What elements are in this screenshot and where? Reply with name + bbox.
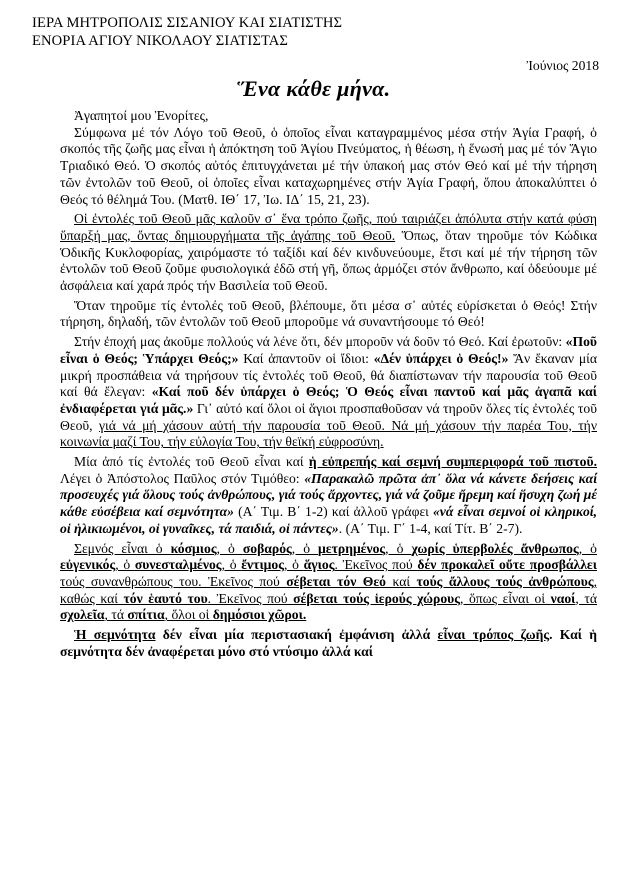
letterhead <box>32 14 342 50</box>
paragraph-way-of-life: Ἡ σεμνότητα δέν εἶναι μία περιστασιακή ἐμφάνιση ἀλλά εἶναι τρόπος ζωῆς. Καί ἡ σεμνότητα δέν ἀναφέρεται μόνο στό ντύσιμο ἀλλά καί <box>60 627 597 659</box>
paragraph-purpose: Σύμφωνα μέ τόν Λόγο τοῦ Θεοῦ, ὁ ὁποῖος εἶναι καταγραμμένος μέσα στήν Ἁγία Γραφή, ὁ σκοπός τῆς ζωῆς μας εἶναι ἡ ἀπόκτηση τοῦ Ἁγίου Πνεύματος, ἡ θέωση, ἡ ἕνωσή μας μέ τόν Ἅγιο Τριαδικό Θεό. Ὁ σκοπός αὐτός ἐπιτυγχάνεται μέ τήν ὑπακοή μας στόν Θεό καί μέ τήν τήρηση τῶν ἐντολῶν τοῦ Θεοῦ, οἱ ὁποῖες εἶναι καταχωρημένες στήν Ἁγία Γραφή, ὅπου ἀποκαλύπτει ὁ Θεός τό θέλημά Του. (Ματθ. ΙΘ΄ 17, Ἰω. ΙΔ΄ 15, 21, 23). <box>60 124 597 207</box>
quote-timothy: «Παρακαλῶ πρῶτα ἀπ᾽ ὅλα νά κάνετε δεήσεις καί προσευχές γιά ὅλους τούς ἀνθρώπους, γιά τούς ἄρχοντες, γιά νά ζοῦμε ἤρεμη καί ἥσυχη ζωή μέ κάθε εὐσέβεια καί σεμνότητα» <box>60 470 597 520</box>
paragraph-definition: Σεμνός εἶναι ὁ κόσμιος, ὁ σοβαρός, ὁ μετρημένος, ὁ χωρίς ὑπερβολές ἄνθρωπος, ὁ εὐγενικός, ὁ συνεσταλμένος, ὁ ἔντιμος, ὁ ἅγιος. Ἐκεῖνος πού δέν προκαλεῖ οὔτε προσβάλλει τούς συνανθρώπους του. Ἐκεῖνος πού σέβεται τόν Θεό καί τούς ἄλλους τούς ἀνθρώπους, καθώς καί τόν ἑαυτό του. Ἐκεῖνος πού σέβεται τούς ἱερούς χώρους, ὅπως εἶναι οἱ ναοί, τά σχολεῖα, τά σπίτια, ὅλοι οἱ δημόσιοι χῶροι. <box>60 540 598 623</box>
quote-clergy: «νά εἶναι σεμνοί οἱ κληρικοί, οἱ ἡλικιωμένοι, οἱ γυναῖκες, τά παιδιά, οἱ πάντες» <box>60 504 598 536</box>
document-title: Ἕνα κάθε μήνα. <box>236 76 391 101</box>
letter-body <box>60 108 597 661</box>
underlined-text: γιά νά μή χάσουν αὐτή τήν παρουσία τοῦ Θεοῦ. Νά μή χάσουν τήν παρέα Του, τήν κοινωνία μαζί Του, τήν εὐλογία Του, τήν θεϊκή εὐφροσύνη. <box>60 417 597 450</box>
paragraph-meeting-god: Ὅταν τηροῦμε τίς ἐντολές τοῦ Θεοῦ, βλέπουμε, ὅτι μέσα σ᾽ αὐτές εὑρίσκεται ὁ Θεός! Στήν τήρηση, δηλαδή, τῶν ἐντολῶν τοῦ Θεοῦ μποροῦμε νά συναντήσουμε τό Θεό! <box>60 297 597 330</box>
paragraph-modesty: Μία ἀπό τίς ἐντολές τοῦ Θεοῦ εἶναι καί ἡ εὐπρεπής καί σεμνή συμπεριφορά τοῦ πιστοῦ. Λέγει ὁ Ἀπόστολος Παῦλος στόν Τιμόθεο: «Παρακαλῶ πρῶτα ἀπ᾽ ὅλα νά κάνετε δεήσεις καί προσευχές γιά ὅλους τούς ἀνθρώπους, γιά τούς ἄρχοντες, γιά νά ζοῦμε ἤρεμη καί ἥσυχη ζωή μέ κάθε εὐσέβεια καί σεμνότητα» (Α΄ Τιμ. Β΄ 1-2) καί ἀλλοῦ γράφει «νά εἶναι σεμνοί οἱ κληρικοί, οἱ ἡλικιωμένοι, οἱ γυναῖκες, τά παιδιά, οἱ πάντες». (Α΄ Τιμ. Γ΄ 1-4, καί Τίτ. Β΄ 2-7). <box>60 454 598 536</box>
greeting: Ἀγαπητοί μου Ἐνορίτες, <box>74 108 209 123</box>
underlined-text: Οἱ ἐντολές τοῦ Θεοῦ μᾶς καλοῦν σ᾽ ἕνα τρόπο ζωῆς, πού ταιριάζει ἀπόλυτα στήν κατά φύση ὕπαρξή μας, ὄντας δημιουργήματα τῆς ἀγάπης τοῦ Θεοῦ. <box>60 211 597 243</box>
quote-denial: «Δέν ὑπάρχει ὁ Θεός!» <box>373 350 509 366</box>
parish-name: ΕΝΟΡΙΑ ΑΓΙΟΥ ΝΙΚΟΛΑΟΥ ΣΙΑΤΙΣΤΑΣ <box>32 33 289 49</box>
metropolis-name: ΙΕΡΑ ΜΗΤΡΟΠΟΛΙΣ ΣΙΣΑΝΙΟΥ ΚΑΙ ΣΙΑΤΙΣΤΗΣ <box>32 15 343 31</box>
paragraph-presence: Στήν ἐποχή μας ἀκοῦμε πολλούς νά λένε ὅτι, δέν μποροῦν νά δοῦν τό Θεό. Καί ἐρωτοῦν: «Ποῦ εἶναι ὁ Θεός; Ὑπάρχει Θεός;» Καί ἀπαντοῦν οἱ ἴδιοι: «Δέν ὑπάρχει ὁ Θεός!» Ἄν ἔκαναν μία μικρή προσπάθεια νά τηρήσουν τίς ἐντολές τοῦ Θεοῦ, θά διαπίστωναν τήν παρουσία τοῦ Θεοῦ καί θά ἔλεγαν: «Καί ποῦ δέν ὑπάρχει ὁ Θεός; Ὁ Θεός εἶναι παντοῦ καί μᾶς ἀγαπᾶ καί ἐνδιαφέρεται γιά μᾶς.» Γι᾽ αὐτό καί ὅλοι οἱ ἅγιοι προσπαθοῦσαν νά τηροῦν ὅλες τίς ἐντολές τοῦ Θεοῦ, γιά νά μή χάσουν αὐτή τήν παρουσία τοῦ Θεοῦ. Νά μή χάσουν τήν παρέα Του, τήν κοινωνία μαζί Του, τήν εὐλογία Του, τήν θεϊκή εὐφροσύνη. <box>60 334 597 450</box>
quote-answer: «Καί ποῦ δέν ὑπάρχει ὁ Θεός; Ὁ Θεός εἶναι παντοῦ καί μᾶς ἀγαπᾶ καί ἐνδιαφέρεται γιά μᾶς.» <box>60 384 597 416</box>
paragraph-commandments: Οἱ ἐντολές τοῦ Θεοῦ μᾶς καλοῦν σ᾽ ἕνα τρόπο ζωῆς, πού ταιριάζει ἀπόλυτα στήν κατά φύση ὕπαρξή μας, ὄντας δημιουργήματα τῆς ἀγάπης τοῦ Θεοῦ. Ὅπως, ὅταν τηροῦμε τόν Κώδικα Ὁδικῆς Κυκλοφορίας, χαιρόμαστε τό ταξίδι καί δέν κινδυνεύουμε, ἔτσι καί μέ τήν τήρηση τῶν ἐντολῶν τοῦ Θεοῦ ζοῦμε φυσιολογικά ἐδῶ στή γῆ, ὅπως ἁρμόζει στόν ἄνθρωπο, καί ὁδεύουμε μέ ἀσφάλεια καί χαρά πρός τήν Βασιλεία τοῦ Θεοῦ. <box>60 211 597 294</box>
quote-question: «Ποῦ εἶναι ὁ Θεός; Ὑπάρχει Θεός;» <box>60 334 597 366</box>
emphasis-modest-behaviour: ἡ εὐπρεπής καί σεμνή συμπεριφορά τοῦ πιστοῦ. <box>308 454 597 470</box>
document-date: Ἰούνιος 2018 <box>526 58 599 73</box>
